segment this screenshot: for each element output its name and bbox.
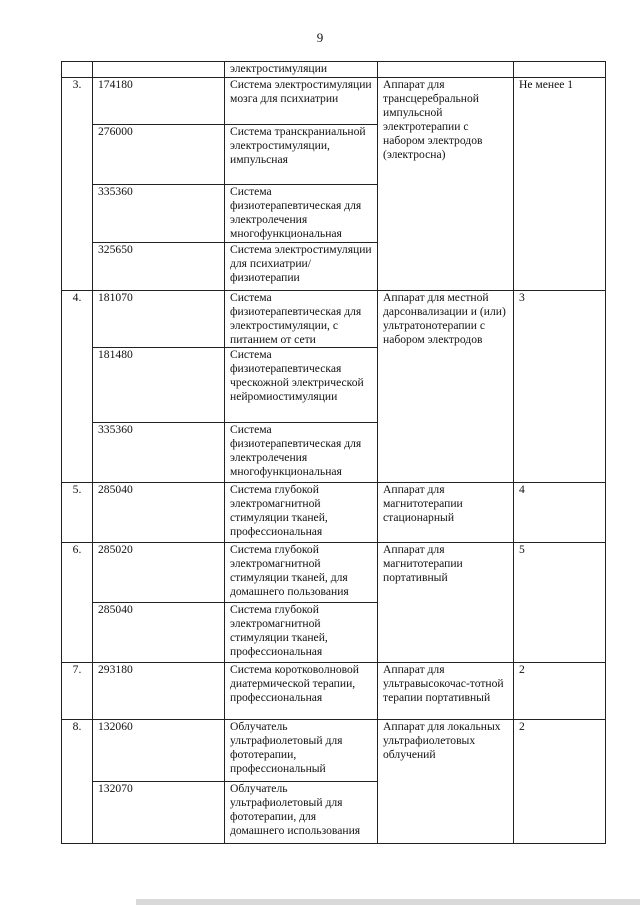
- item-name-cell: Система физиотерапевтическая для электролечения многофункциональная: [225, 185, 378, 243]
- item-name-cell: Облучатель ультрафиолетовый для фототерапии, для домашнего использования: [225, 782, 378, 844]
- code-cell: 335360: [93, 185, 225, 243]
- device-cell: Аппарат для трансцеребральной импульсной электротерапии с набором электродов (электросна): [378, 78, 514, 291]
- code-cell: 285040: [93, 483, 225, 543]
- item-name-cell: Система глубокой электромагнитной стимуляции тканей, для домашнего пользования: [225, 543, 378, 603]
- item-name-cell: Система электростимуляции мозга для психиатрии: [225, 78, 378, 125]
- row-number-cell: 6.: [62, 543, 93, 663]
- item-name-cell: Облучатель ультрафиолетовый для фототерапии, профессиональный: [225, 720, 378, 782]
- continuation-row: [62, 62, 606, 78]
- quantity-cell: 2: [514, 720, 606, 844]
- item-name-cell: Система глубокой электромагнитной стимуляции тканей, профессиональная: [225, 483, 378, 543]
- quantity-cell: 2: [514, 663, 606, 720]
- quantity-cell: 4: [514, 483, 606, 543]
- device-cell: Аппарат для местной дарсонвализации и (или) ультратонотерапии с набором электродов: [378, 291, 514, 483]
- continued-name-cell: электростимуляции: [225, 62, 378, 78]
- table-row: [62, 291, 606, 348]
- page-number: 9: [316, 30, 324, 45]
- code-cell: 181480: [93, 348, 225, 423]
- item-name-cell: Система физиотерапевтическая чрескожной электрической нейромиостимуляции: [225, 348, 378, 423]
- item-name-cell: Система физиотерапевтическая для электролечения многофункциональная: [225, 423, 378, 483]
- quantity-cell: Не менее 1: [514, 78, 606, 291]
- item-name-cell: Система транскраниальной электростимуляции, импульсная: [225, 125, 378, 185]
- code-cell: 276000: [93, 125, 225, 185]
- device-cell: [378, 62, 514, 78]
- table-row: [62, 543, 606, 603]
- device-cell: Аппарат для магнитотерапии портативный: [378, 543, 514, 663]
- code-cell: 132060: [93, 720, 225, 782]
- code-cell: 293180: [93, 663, 225, 720]
- device-cell: Аппарат для ультравысокочас-тотной терапии портативный: [378, 663, 514, 720]
- code-cell: 181070: [93, 291, 225, 348]
- device-cell: Аппарат для магнитотерапии стационарный: [378, 483, 514, 543]
- table-row: [62, 663, 606, 720]
- row-number-cell: 8.: [62, 720, 93, 844]
- row-number-cell: [62, 62, 93, 78]
- table-row: [62, 483, 606, 543]
- quantity-cell: 3: [514, 291, 606, 483]
- item-name-cell: Система физиотерапевтическая для электростимуляции, с питанием от сети: [225, 291, 378, 348]
- table-row: [62, 78, 606, 125]
- item-name-cell: Система коротковолновой диатермической терапии, профессиональная: [225, 663, 378, 720]
- quantity-cell: [514, 62, 606, 78]
- row-number-cell: 7.: [62, 663, 93, 720]
- code-cell: [93, 62, 225, 78]
- scan-shadow-edge: [136, 899, 640, 905]
- code-cell: 325650: [93, 243, 225, 291]
- code-cell: 285040: [93, 603, 225, 663]
- code-cell: 335360: [93, 423, 225, 483]
- code-cell: 174180: [93, 78, 225, 125]
- code-cell: 132070: [93, 782, 225, 844]
- equipment-table: [61, 61, 606, 844]
- row-number-cell: 4.: [62, 291, 93, 483]
- row-number-cell: 3.: [62, 78, 93, 291]
- item-name-cell: Система глубокой электромагнитной стимуляции тканей, профессиональная: [225, 603, 378, 663]
- table-row: [62, 720, 606, 782]
- quantity-cell: 5: [514, 543, 606, 663]
- table-body: [62, 62, 606, 844]
- item-name-cell: Система электростимуляции для психиатрии/физиотерапии: [225, 243, 378, 291]
- row-number-cell: 5.: [62, 483, 93, 543]
- device-cell: Аппарат для локальных ультрафиолетовых облучений: [378, 720, 514, 844]
- code-cell: 285020: [93, 543, 225, 603]
